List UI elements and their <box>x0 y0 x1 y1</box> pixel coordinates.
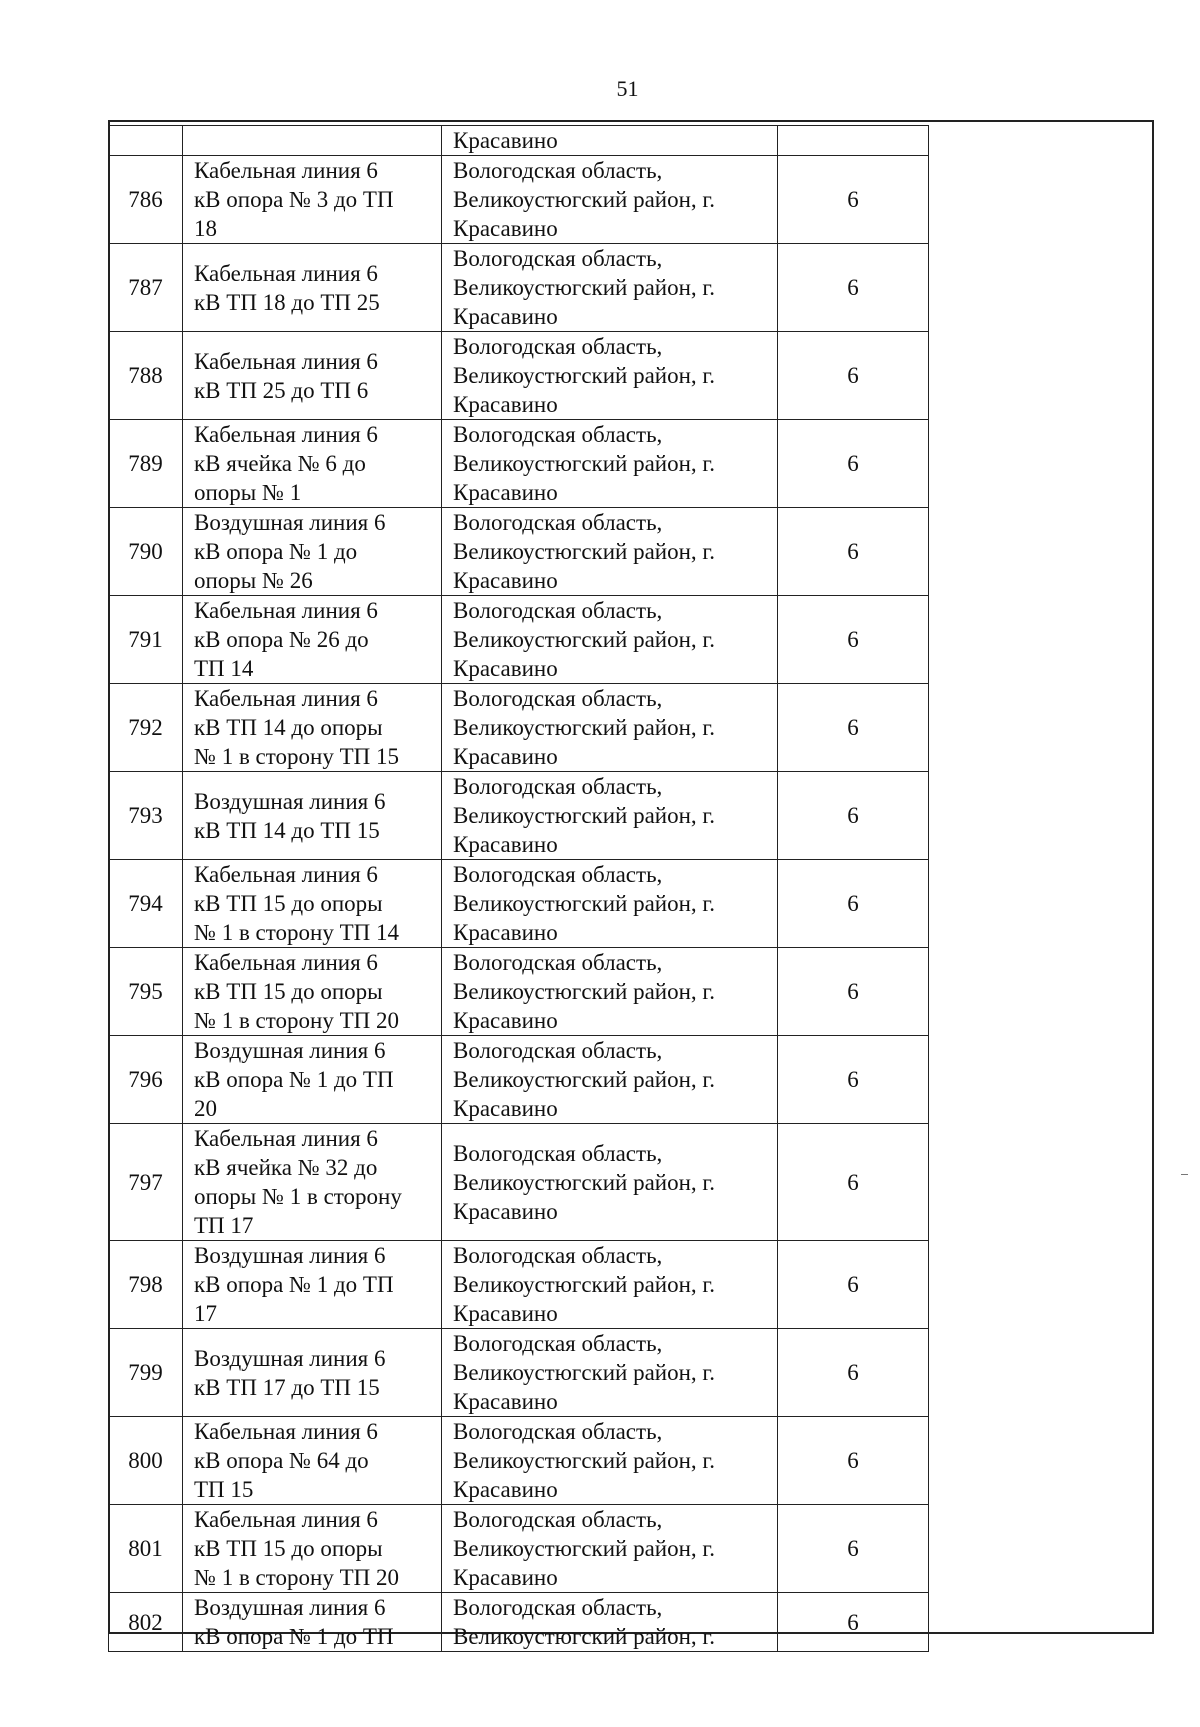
address-line: Вологодская область, <box>453 774 663 799</box>
object-name-line: опоры № 1 <box>194 480 302 505</box>
value-cell: 6 <box>778 332 929 420</box>
object-name-cell <box>183 860 442 948</box>
row-number-cell: 796 <box>109 1036 183 1124</box>
value-cell <box>778 126 929 156</box>
object-name-line: Кабельная линия 6 <box>194 862 378 887</box>
address-cell <box>442 684 778 772</box>
row-number-cell <box>109 126 183 156</box>
row-number-cell: 797 <box>109 1124 183 1241</box>
object-name-line: ТП 14 <box>194 656 254 681</box>
value-cell: 6 <box>778 684 929 772</box>
address-cell <box>442 1036 778 1124</box>
address-line: Великоустюгский район, г. <box>453 539 716 564</box>
object-name-cell <box>183 772 442 860</box>
row-number-cell: 799 <box>109 1329 183 1417</box>
object-name-line: кВ опора № 1 до ТП <box>194 1624 394 1649</box>
value-cell: 6 <box>778 596 929 684</box>
object-name-line: кВ ТП 15 до опоры <box>194 1536 383 1561</box>
address-line: Великоустюгский район, г. <box>453 627 716 652</box>
row-number-cell: 789 <box>109 420 183 508</box>
address-line: Вологодская область, <box>453 1595 663 1620</box>
address-line: Великоустюгский район, г. <box>453 891 716 916</box>
row-number-cell: 794 <box>109 860 183 948</box>
row-number-cell: 801 <box>109 1505 183 1593</box>
object-name-cell <box>183 1593 442 1652</box>
table-row <box>109 684 929 772</box>
object-name-line: кВ ТП 14 до ТП 15 <box>194 817 380 843</box>
value-cell: 6 <box>778 420 929 508</box>
object-name-line: Воздушная линия 6 <box>194 1243 386 1268</box>
object-name-cell <box>183 508 442 596</box>
object-name-line: кВ ТП 15 до опоры <box>194 891 383 916</box>
object-name-line: № 1 в сторону ТП 14 <box>194 920 399 945</box>
row-number-cell: 793 <box>109 772 183 860</box>
object-name-line: кВ ТП 17 до ТП 15 <box>194 1374 380 1400</box>
address-line: Великоустюгский район, г. <box>453 1169 716 1195</box>
address-cell <box>442 948 778 1036</box>
table-row <box>109 1124 929 1241</box>
address-line: Красавино <box>453 480 558 505</box>
address-line: Великоустюгский район, г. <box>453 1067 716 1092</box>
address-cell <box>442 1241 778 1329</box>
address-cell <box>442 772 778 860</box>
address-line: Красавино <box>453 304 558 329</box>
address-line: Вологодская область, <box>453 158 663 183</box>
row-number-cell: 788 <box>109 332 183 420</box>
address-cell <box>442 1124 778 1241</box>
address-line: Великоустюгский район, г. <box>453 275 716 300</box>
object-name-cell <box>183 1329 442 1417</box>
value-cell: 6 <box>778 860 929 948</box>
address-line: Великоустюгский район, г. <box>453 363 716 388</box>
value-cell: 6 <box>778 508 929 596</box>
object-name-line: кВ опора № 26 до <box>194 627 369 652</box>
row-number-cell: 786 <box>109 156 183 244</box>
object-name-line: Кабельная линия 6 <box>194 1126 378 1151</box>
address-line: Великоустюгский район, г. <box>453 1448 716 1473</box>
registry-table <box>108 125 929 1652</box>
address-cell <box>442 1417 778 1505</box>
address-cell <box>442 420 778 508</box>
object-name-line: № 1 в сторону ТП 20 <box>194 1008 399 1033</box>
address-line: Вологодская область, <box>453 1140 663 1166</box>
address-line: Красавино <box>453 656 558 681</box>
address-cell <box>442 126 778 156</box>
object-name-cell <box>183 1124 442 1241</box>
object-name-line: кВ ТП 14 до опоры <box>194 715 383 740</box>
object-name-line: Кабельная линия 6 <box>194 1419 378 1444</box>
table-row <box>109 948 929 1036</box>
object-name-line: Воздушная линия 6 <box>194 1595 386 1620</box>
address-line: Красавино <box>453 1389 558 1414</box>
address-cell <box>442 508 778 596</box>
address-line: Красавино <box>453 832 558 857</box>
address-line: Красавино <box>453 216 558 241</box>
address-line: Красавино <box>453 1477 558 1502</box>
object-name-line: Кабельная линия 6 <box>194 598 378 623</box>
object-name-line: Воздушная линия 6 <box>194 1345 386 1371</box>
address-line: Красавино <box>453 1008 558 1033</box>
row-number-cell: 792 <box>109 684 183 772</box>
address-line: Вологодская область, <box>453 862 663 887</box>
address-line: Великоустюгский район, г. <box>453 715 716 740</box>
object-name-line: № 1 в сторону ТП 20 <box>194 1565 399 1590</box>
object-name-line: Кабельная линия 6 <box>194 158 378 183</box>
object-name-line: кВ опора № 64 до <box>194 1448 369 1473</box>
row-number-cell: 802 <box>109 1593 183 1652</box>
scan-edge-mark <box>1181 1174 1188 1175</box>
row-number-cell: 798 <box>109 1241 183 1329</box>
row-number-cell: 791 <box>109 596 183 684</box>
object-name-line: Воздушная линия 6 <box>194 788 386 814</box>
object-name-cell <box>183 596 442 684</box>
table-row <box>109 156 929 244</box>
registry-table-body <box>109 126 929 1652</box>
address-line: Красавино <box>453 568 558 593</box>
address-line: Вологодская область, <box>453 1038 663 1063</box>
address-line: Вологодская область, <box>453 1507 663 1532</box>
address-line: Красавино <box>453 920 558 945</box>
object-name-line: Воздушная линия 6 <box>194 1038 386 1063</box>
table-row <box>109 596 929 684</box>
object-name-cell <box>183 244 442 332</box>
object-name-line: Кабельная линия 6 <box>194 422 378 447</box>
object-name-line: ТП 15 <box>194 1477 254 1502</box>
address-line: Великоустюгский район, г. <box>453 451 716 476</box>
object-name-cell <box>183 948 442 1036</box>
object-name-cell <box>183 1417 442 1505</box>
value-cell: 6 <box>778 1593 929 1652</box>
address-cell <box>442 332 778 420</box>
object-name-line: опоры № 26 <box>194 568 313 593</box>
object-name-line: 18 <box>194 216 217 241</box>
table-row <box>109 508 929 596</box>
row-number-cell: 795 <box>109 948 183 1036</box>
object-name-cell <box>183 684 442 772</box>
table-row <box>109 860 929 948</box>
object-name-line: кВ ТП 25 до ТП 6 <box>194 377 369 403</box>
object-name-line: кВ опора № 1 до ТП <box>194 1272 394 1297</box>
value-cell: 6 <box>778 1505 929 1593</box>
address-cell <box>442 244 778 332</box>
table-row <box>109 1036 929 1124</box>
object-name-line: кВ ячейка № 32 до <box>194 1155 378 1180</box>
address-line: Вологодская область, <box>453 1419 663 1444</box>
value-cell: 6 <box>778 1329 929 1417</box>
table-row <box>109 1241 929 1329</box>
value-cell: 6 <box>778 1417 929 1505</box>
address-line: Красавино <box>453 1198 558 1224</box>
object-name-line: ТП 17 <box>194 1213 254 1238</box>
address-line: Вологодская область, <box>453 1331 663 1356</box>
object-name-line: Воздушная линия 6 <box>194 510 386 535</box>
address-line: Вологодская область, <box>453 950 663 975</box>
value-cell: 6 <box>778 244 929 332</box>
object-name-line: кВ ТП 18 до ТП 25 <box>194 289 380 315</box>
table-row <box>109 420 929 508</box>
address-line: Вологодская область, <box>453 334 663 359</box>
table-row <box>109 1329 929 1417</box>
value-cell: 6 <box>778 1241 929 1329</box>
address-line: Вологодская область, <box>453 510 663 535</box>
object-name-line: Кабельная линия 6 <box>194 950 378 975</box>
address-line: Великоустюгский район, г. <box>453 803 716 828</box>
object-name-line: 17 <box>194 1301 217 1326</box>
address-line: Великоустюгский район, г. <box>453 1624 716 1649</box>
object-name-cell <box>183 1241 442 1329</box>
object-name-line: Кабельная линия 6 <box>194 260 378 286</box>
object-name-cell <box>183 1036 442 1124</box>
row-number-cell: 800 <box>109 1417 183 1505</box>
object-name-cell <box>183 1505 442 1593</box>
row-number-cell: 790 <box>109 508 183 596</box>
object-name-line: кВ опора № 1 до <box>194 539 358 564</box>
object-name-line: кВ ячейка № 6 до <box>194 451 366 476</box>
address-line: Вологодская область, <box>453 1243 663 1268</box>
address-line: Вологодская область, <box>453 246 663 271</box>
object-name-line: 20 <box>194 1096 217 1121</box>
address-line: Красавино <box>453 1565 558 1590</box>
object-name-line: № 1 в сторону ТП 15 <box>194 744 399 769</box>
address-line: Великоустюгский район, г. <box>453 1360 716 1385</box>
address-line: Великоустюгский район, г. <box>453 979 716 1004</box>
continuation-row <box>109 126 929 156</box>
address-line: Вологодская область, <box>453 686 663 711</box>
table-row <box>109 772 929 860</box>
address-line: Красавино <box>453 128 558 153</box>
address-line: Великоустюгский район, г. <box>453 1536 716 1561</box>
table-row <box>109 1593 929 1652</box>
address-line: Великоустюгский район, г. <box>453 1272 716 1297</box>
table-row <box>109 1505 929 1593</box>
address-cell <box>442 1505 778 1593</box>
address-cell <box>442 1593 778 1652</box>
page-number: 51 <box>616 76 639 101</box>
address-line: Красавино <box>453 744 558 769</box>
value-cell: 6 <box>778 772 929 860</box>
object-name-cell <box>183 126 442 156</box>
object-name-line: кВ ТП 15 до опоры <box>194 979 383 1004</box>
address-line: Великоустюгский район, г. <box>453 187 716 212</box>
value-cell: 6 <box>778 948 929 1036</box>
address-line: Красавино <box>453 1301 558 1326</box>
object-name-cell <box>183 332 442 420</box>
table-row <box>109 1417 929 1505</box>
object-name-line: Кабельная линия 6 <box>194 686 378 711</box>
object-name-line: кВ опора № 1 до ТП <box>194 1067 394 1092</box>
table-row <box>109 244 929 332</box>
object-name-line: Кабельная линия 6 <box>194 348 378 374</box>
address-line: Вологодская область, <box>453 598 663 623</box>
value-cell: 6 <box>778 1124 929 1241</box>
value-cell: 6 <box>778 156 929 244</box>
row-number-cell: 787 <box>109 244 183 332</box>
address-cell <box>442 596 778 684</box>
object-name-cell <box>183 420 442 508</box>
object-name-line: кВ опора № 3 до ТП <box>194 187 394 212</box>
address-line: Красавино <box>453 392 558 417</box>
object-name-cell <box>183 156 442 244</box>
object-name-line: Кабельная линия 6 <box>194 1507 378 1532</box>
address-line: Красавино <box>453 1096 558 1121</box>
object-name-line: опоры № 1 в сторону <box>194 1184 402 1209</box>
address-cell <box>442 156 778 244</box>
address-line: Вологодская область, <box>453 422 663 447</box>
address-cell <box>442 1329 778 1417</box>
table-row <box>109 332 929 420</box>
value-cell: 6 <box>778 1036 929 1124</box>
address-cell <box>442 860 778 948</box>
